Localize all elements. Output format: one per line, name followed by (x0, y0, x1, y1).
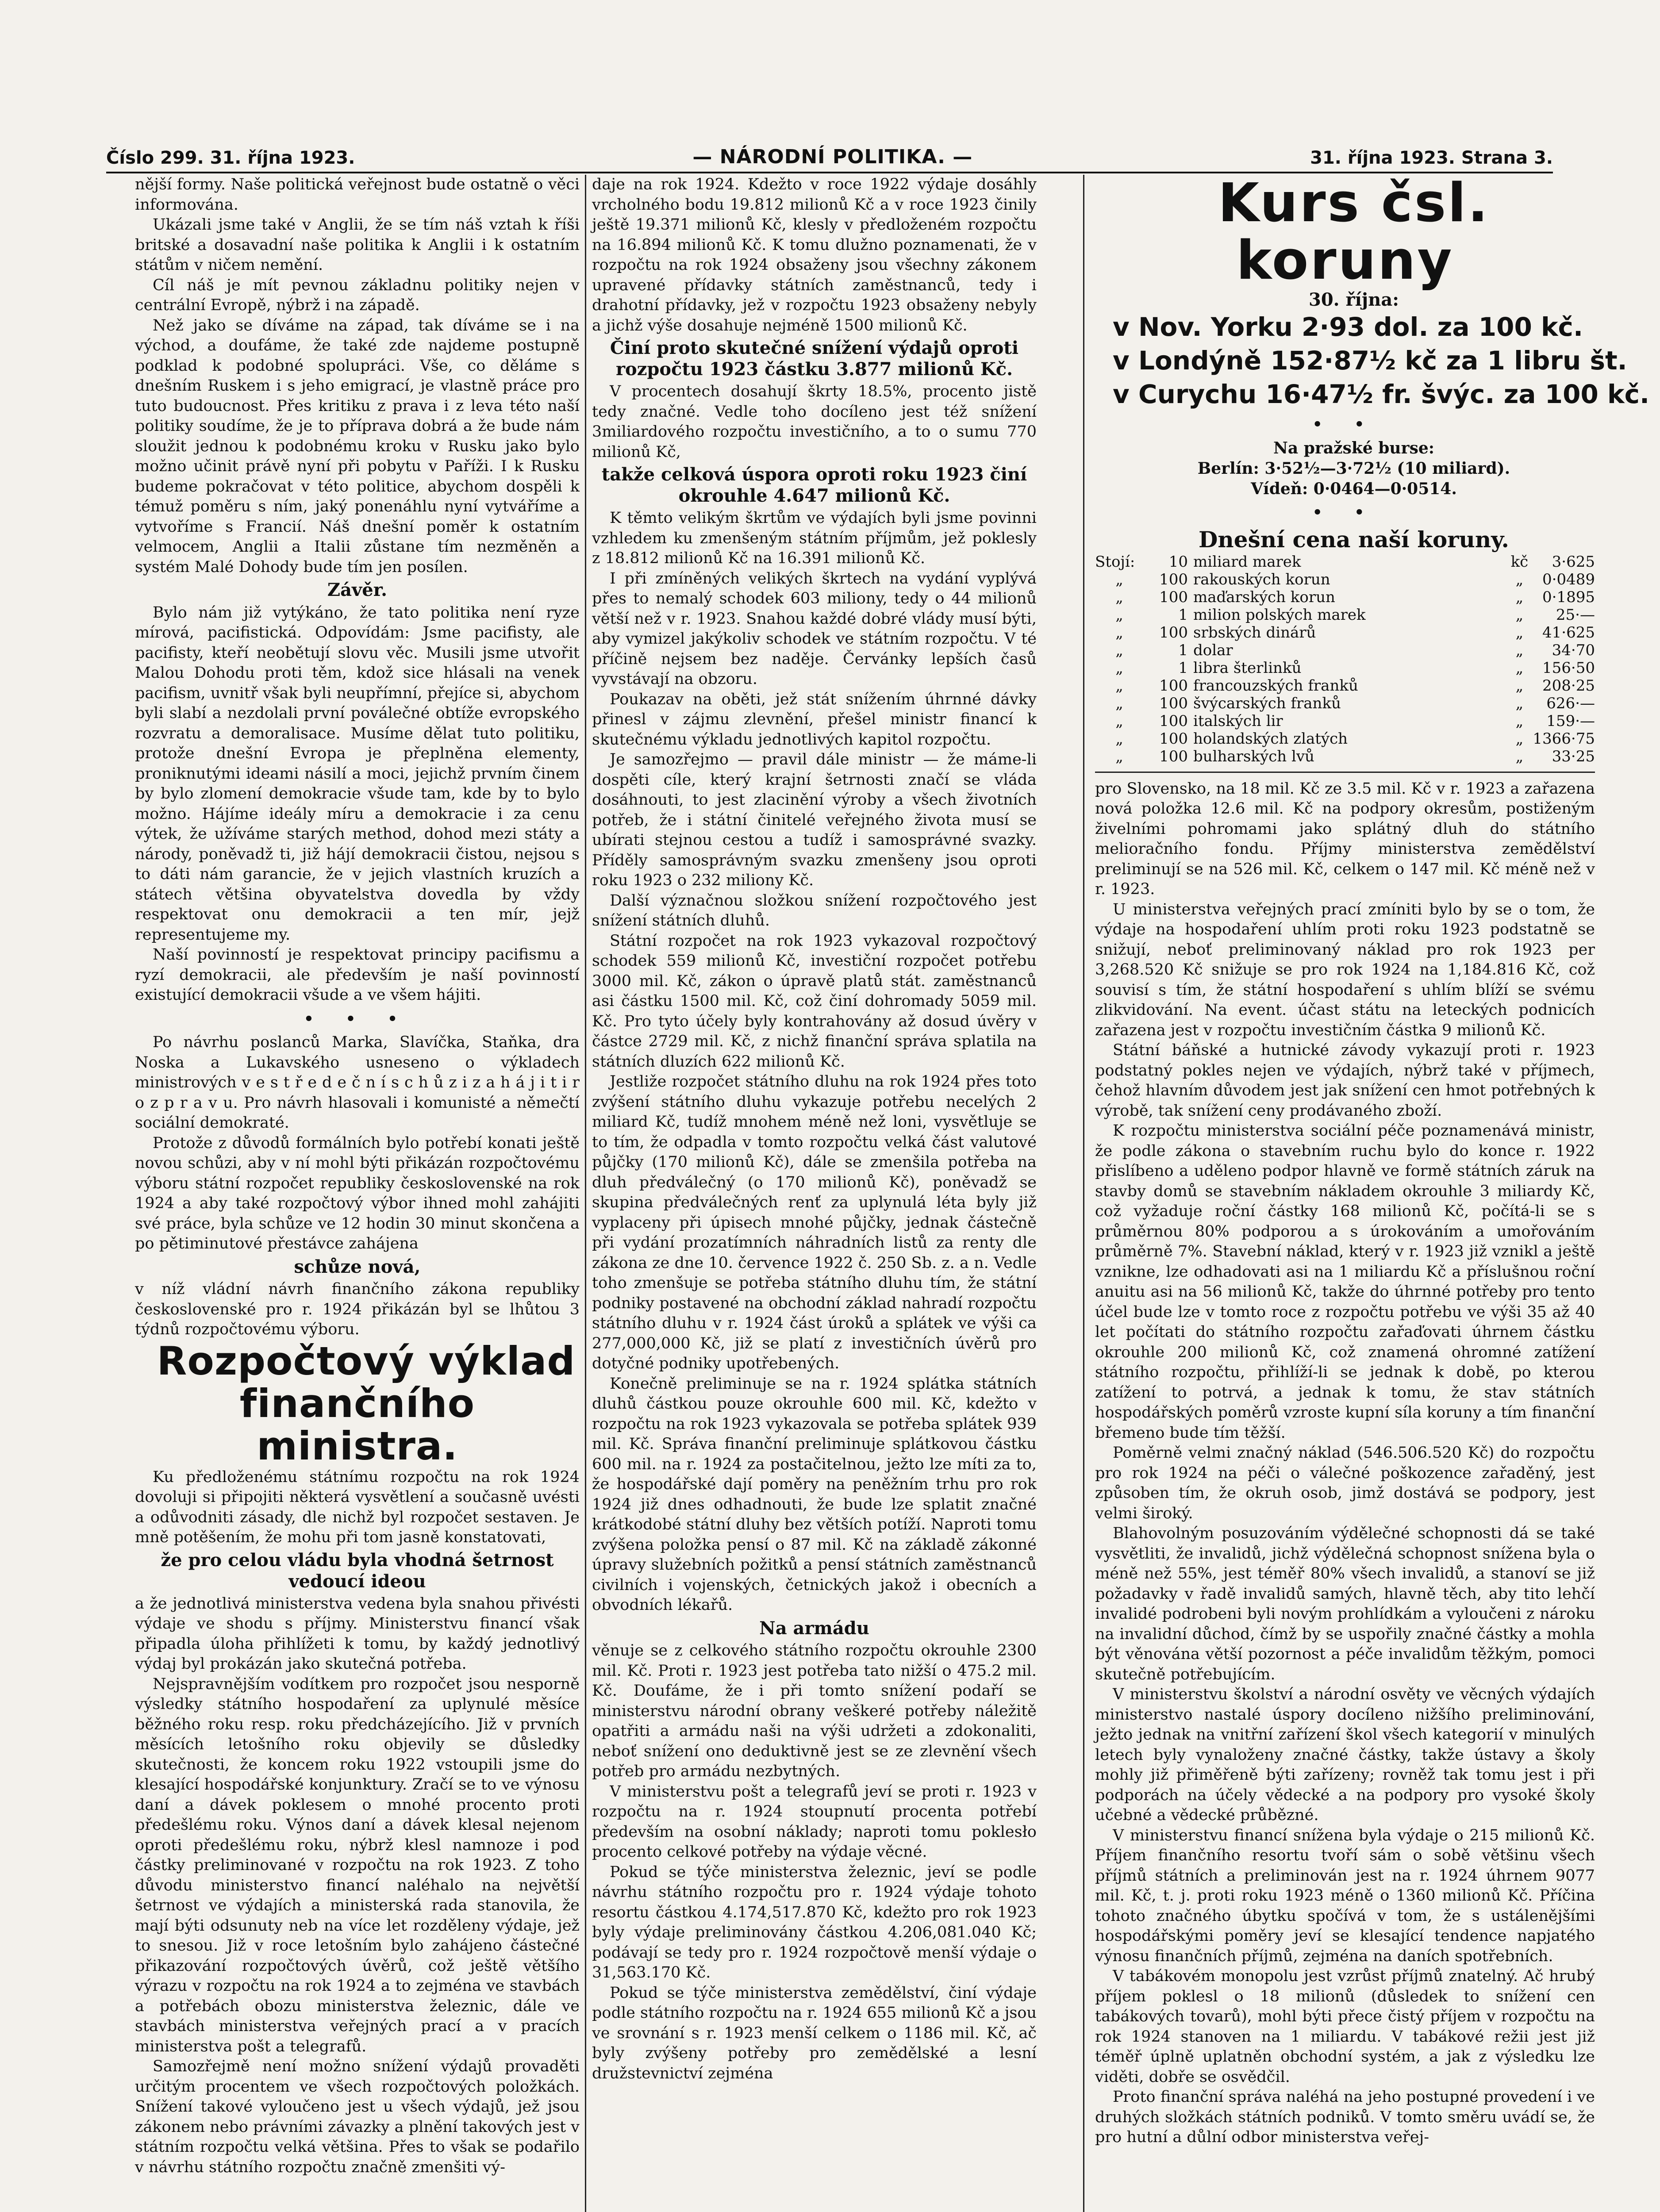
separator-dots: • • (1312, 415, 1378, 434)
currency-quantity: 100 (1159, 730, 1188, 748)
currency-value: 159·— (1546, 712, 1595, 730)
paragraph: Protože z důvodů formálních bylo potřebí konati ještě novou schůzi, aby v ní mohl býti přikázán rozpočtovému výboru státní rozpočet republiky československé na rok 1924 a aby také rozpočtový výbor ihned mohl zahájiti své práce, byla schůze ve 12 hodin 30 minut skončena a po pětiminutové přestávce zahájena (135, 1134, 580, 1252)
currency-value: 33·25 (1552, 747, 1595, 765)
paragraph: V procentech dosahují škrty 18.5%, procento jistě tedy značné. Vedle toho docíleno jest též snížení 3miliardového rozpočtu investičního, a to o sumu 770 milionů Kč, (592, 383, 1037, 461)
paragraph: Poměrně velmi značný náklad (546.506.520 Kč) do rozpočtu pro rok 1924 na péči o válečné poškozence zařaděný, jest způsoben tím, že okruh osob, jimž dostává se podpory, jest velmi široký. (1095, 1444, 1595, 1522)
currency-row-prefix: Stojí: (1095, 553, 1135, 571)
currency-quantity: 100 (1159, 588, 1188, 606)
paragraph: K rozpočtu ministerstva sociální péče poznamenává ministr, že podle zákona o stavebním ruchu bylo do konce r. 1922 přislíbeno a uděleno podpor hlavně ve formě státních záruk na stavby domů se stavebním nákladem okrouhle 3 miliardy Kč, což vyžaduje roční částky 168 milionů Kč, počítá-li se s průměrnou 80% podporou a s úrokováním a umořováním průměrně 7%. Stavební náklad, který v r. 1923 již vznikl a ještě vznikne, lze odhadovati asi na 1 miliardu Kč a příslušnou roční anuitu asi na 56 milionů Kč, takže do úhrnné potřeby pro tento účel bude lze v tomto roce z rozpočtu potřebu ve výši 35 až 40 let počítati do státního rozpočtu zařaďovati úhrnem částku okrouhle 200 milionů Kč, což znamená ohromné zatížení státního rozpočtu, přihlíží-li se jednak k době, po kterou zatížení to potrvá, a jednak k tomu, že stav státních hospodářských poměrů vzroste kupní síla koruny a tím finanční břemeno bude tím těžší. (1095, 1122, 1595, 1442)
column-divider (1083, 175, 1084, 2212)
column-1 (135, 175, 580, 2212)
burse-vienna: Vídeň: 0·0464—0·0514. (1251, 480, 1457, 498)
currency-unit: „ (1515, 659, 1524, 677)
paragraph: Pokud se týče ministerstva železnic, jeví se podle návrhu státního rozpočtu pro r. 1924 výdaje tohoto resortu částkou 4.174,517.870 Kč, kdežto pro rok 1923 byly výdaje preliminovány částkou 4.206,081.040 Kč; podávají se tedy pro r. 1924 rozpočtově menší výdaje o 31,563.170 Kč. (592, 1863, 1037, 1982)
section-heading: Činí proto skutečné snížení výdajů oproti rozpočtu 1923 částku 3.877 milionů Kč. (610, 338, 1019, 380)
paragraph: Samozřejmě není možno snížení výdajů provaděti určitým procentem ve všech rozpočtových položkách. Snížení takové vyloučeno jest u všech výdajů, jež jsou zákonem nebo právními závazky a plnění takových jest v státním rozpočtu velká většina. Přes to však se podařilo v návrhu státního rozpočtu značně zmenšiti vý- (135, 2058, 580, 2176)
paragraph: Státní rozpočet na rok 1923 vykazoval rozpočtový schodek 559 milionů Kč, investiční rozpočet potřebu 3000 mil. Kč, zákon o úpravě platů stát. zaměstnanců asi částku 1500 mil. Kč, což činí dohromady 5059 mil. Kč. Pro tyto účely byly kontrahovány až dosud úvěry v částce 2729 mil. Kč, z nichž finanční správa splatila na státních dluzích 622 milionů Kč. (592, 932, 1037, 1071)
burse-berlin: Berlín: 3·52½—3·72½ (10 miliard). (1197, 459, 1510, 478)
currency-row-prefix: „ (1115, 730, 1123, 748)
currency-unit: „ (1515, 747, 1524, 765)
paragraph: Jestliže rozpočet státního dluhu na rok 1924 přes toto zvýšení státního dluhu vykazuje potřebu necelých 2 miliard Kč, tudíž mnohem méně než loni, vysvětluje se to tím, že odpadla v tomto rozpočtu velká část valutové půjčky (170 milionů Kč), dále se zmenšila potřeba na dluh předválečný (o 170 milionů Kč), poněvadž se skupina předválečných renť za uplynulá léta byly již vyplaceny při úpisech mnohé půjčky, jednak částečně při vydání prozatímních náhradních listů za renty dle zákona ze dne 10. července 1922 č. 250 Sb. z. a n. Vedle toho zmenšuje se potřeba státního dluhu tím, že státní podniky postavené na obchodní základ nahradí rozpočtu státního dluhu v r. 1924 část úroků a splátek ve výši ca 277,000,000 Kč, již se platí z investičních úvěrů pro dotyčné podniky upotřebených. (592, 1073, 1037, 1372)
paragraph: Pokud se týče ministerstva zemědělství, činí výdaje podle státního rozpočtu na r. 1924 655 milionů Kč a jsou ve srovnání s r. 1923 menší celkem o 1186 mil. Kč, ač byly zvýšeny potřeby pro zemědělské a lesní družstevnictví zejména (592, 1984, 1037, 2082)
currency-name: italských lir (1193, 712, 1283, 730)
rate-new-york: v Nov. Yorku 2·93 dol. za 100 kč. (1113, 311, 1583, 342)
paragraph: V ministerstvu pošt a telegrafů jeví se proti r. 1923 v rozpočtu na r. 1924 stoupnutí procenta potřebí především na osobní náklady; naproti tomu poklesło procento celkové potřeby na výdaje věcné. (592, 1782, 1037, 1861)
rate-zurich: v Curychu 16·47½ fr. švýc. za 100 kč. (1113, 379, 1649, 409)
currency-quantity: 100 (1159, 747, 1188, 765)
exchange-rate-title: Kurs čsl. koruny (1218, 173, 1490, 292)
currency-name: libra šterlinků (1193, 659, 1302, 677)
currency-row-prefix: „ (1115, 606, 1123, 624)
paragraph: Po návrhu poslanců Marka, Slavíčka, Staňka, dra Noska a Lukavského usneseno o výkladech ministrových v e s t ř e d e č n í s c h ů z i z a h á j i t i r o z p r a v u. Pro návrh hlasovali i komunisté a němečtí sociální demokraté. (135, 1033, 580, 1132)
currency-name: maďarských korun (1193, 588, 1335, 606)
currency-value: 41·625 (1542, 623, 1595, 641)
currency-name: dolar (1193, 641, 1233, 659)
currency-quantity: 100 (1159, 623, 1188, 641)
currency-row-prefix: „ (1115, 712, 1123, 730)
column-3 (1095, 173, 1649, 2212)
currency-unit: „ (1515, 623, 1524, 641)
currency-value: 34·70 (1552, 641, 1595, 659)
currency-value: 1366·75 (1533, 730, 1595, 748)
currency-row-prefix: „ (1115, 747, 1123, 765)
section-heading: Závěr. (327, 580, 388, 600)
currency-row-prefix: „ (1115, 676, 1123, 695)
paragraph: Blahovolným posuzováním výdělečné schopnosti dá se také vysvětliti, že invalidů, jichž výdělečná schopnost snížena byla o méně než 55%, jest téměř 80% všech invalidů, a stanoví se již požadavky v řadě invalidů samých, hlavně těch, aby tito lehčí invalidé podrobeni byli novým prohlídkám a vyloučeni z nároku na invalidní důchod, čímž by se uspořily značné částky a mohla být věnována větší pozornost a péče invalidům těžkým, pomoci skutečně potřebujícím. (1095, 1525, 1595, 1683)
currency-row-prefix: „ (1115, 641, 1123, 659)
section-heading: že pro celou vládu byla vhodná šetrnost vedoucí ideou (161, 1549, 554, 1592)
currency-row (1095, 571, 1595, 588)
currency-row (1095, 588, 1595, 606)
paragraph: Další význačnou složkou snížení rozpočtového jest snížení státních dluhů. (592, 891, 1037, 929)
currency-row (1095, 730, 1595, 748)
paragraph: Je samozřejmo — pravil dále ministr — že máme-li dospěti cíle, který krajní šetrnosti značí se vláda dosáhnouti, to jest zlacinění výroby a všech životních potřeb, že i státní činitelé veřejného života musí se ubírati stejnou cestou a tudíž i samosprávné svazky. Příděly samosprávným svazku zmenšeny jsou oproti roku 1923 o 232 miliony Kč. (592, 751, 1037, 889)
separator-dots: • • (1312, 503, 1378, 522)
currency-value: 208·25 (1542, 676, 1595, 695)
currency-name: bulharských lvů (1193, 747, 1314, 765)
currency-row (1095, 695, 1595, 712)
section-heading: Na armádu (759, 1617, 869, 1639)
paragraph: Konečně preliminuje se na r. 1924 splátka státních dluhů částkou pouze okrouhle 600 mil. Kč, kdežto v rozpočtu na rok 1923 vykazovala se potřeba splátek 939 mil. Kč. Správa finanční preliminuje splátkovou částku 600 mil. na r. 1924 za postačitelnou, ježto lze míti za to, že hospodářské dají poměry na peněžním trhu pro rok 1924 již dnes odhadnouti, že bude lze splatit značné krátkodobé státní dluhy bez větších potíží. Naproti tomu zvýšena položka pensí o 87 mil. Kč na základě zákonné úpravy služebních požitků a pensí státních zaměstnanců civilních i vojenských, četnických jakož i obecních a obvodních lékařů. (592, 1375, 1037, 1614)
currency-value: 3·625 (1552, 553, 1595, 571)
paragraph: U ministerstva veřejných prací zmíniti bylo by se o tom, že výdaje na hospodaření uhlím proti roku 1923 podstatně se snižují, neboť preliminovaný náklad pro rok 1923 per 3,268.520 Kč snižuje se pro rok 1924 na 1,184.816 Kč, což souvisí s tím, že státní hospodaření s uhlím blíží se svému zlikvidování. Na event. účast státu na leteckých podnicích zařazena jest v rozpočtu investičním částka 9 milionů Kč. (1095, 900, 1595, 1039)
article-title: Rozpočtový výklad finančního ministra. (157, 1338, 576, 1469)
paragraph: V ministerstvu financí snížena byla výdaje o 215 milionů Kč. Příjem finančního resortu tvoří sám o sobě většinu všech příjmů státních a preliminován jest na r. 1924 úhrnem 9077 mil. Kč, t. j. proti roku 1923 méně o 1360 milionů Kč. Příčina tohoto značného úbytku spočívá v tom, že s ustálenějšími hospodářskými poměry jeví se klesající tendence napjatého výnosu finančních příjmů, zejména na daních spotřebních. (1095, 1826, 1595, 1965)
currency-table (1095, 553, 1595, 765)
burse-title: Na pražské burse: (1273, 439, 1435, 457)
currency-quantity: 1 (1178, 606, 1188, 624)
paragraph: V tabákovém monopolu jest vzrůst příjmů znatelný. Ač hrubý příjem poklesl o 18 milionů (důsledek to snížení cen tabákových tovarů), mohl býti přece čistý příjem v rozpočtu na rok 1924 stanoven na 1 miliardu. V tabákové režii jest již téměř úplně uplatněn obchodní systém, a jak z výsledku lze viděti, dobře se osvědčil. (1095, 1967, 1595, 2086)
currency-name: milion polských marek (1193, 606, 1366, 624)
paragraph: Cíl náš je mít pevnou základnu politiky nejen v centrální Evropě, nýbrž i na západě. (135, 276, 580, 314)
masthead-title: — NÁRODNÍ POLITIKA. — (692, 146, 973, 168)
paragraph: V ministerstvu školství a národní osvěty ve věcných výdajích ministerstvo nastalé úspory docíleno nižšího preliminování, ježto jednak na vnitřní zařízení škol všech kategorií v minulých letech byly vynaloženy značné částky, takže ústavy a školy mohly již přiměřeně býti zařízeny; rovněž tak tomu jest i při podporách na účely vědecké a na podpory pro vysoké školy učebné a vědecké průbězné. (1095, 1686, 1595, 1824)
currency-row (1095, 659, 1595, 677)
paragraph: a že jednotlivá ministerstva vedena byla snahou přivésti výdaje ve shodu s příjmy. Ministerstvu financí však připadla úloha přihlížeti k tomu, by každý jednotlivý výdaj byl prokázán jako skutečná potřeba. (135, 1594, 580, 1673)
paragraph: Naší povinností je respektovat principy pacifismu a ryzí demokracii, ale především je naší povinností existující demokracii všude a ve všem hájiti. (135, 946, 580, 1004)
currency-name: švýcarských franků (1193, 694, 1341, 712)
paragraph: Nejspravnějším vodítkem pro rozpočet jsou nesporně výsledky státního hospodaření za uplynulé měsíce běžného roku resp. roku předcházejícího. Již v prvních měsících letošního roku objevily se důsledky skutečnosti, že koncem roku 1922 vstoupili jsme do klesající hospodářské konjunktury. Zračí se to ve výnosu daní a dávek poklesem o mnohé procento proti předešlému roku. Výnos daní a dávek klesal nejenom oproti předešlému roku, nýbrž klesl namnoze i pod částky preliminované v rozpočtu na rok 1923. Z toho důvodu ministerstvo financí naléhalo na největší šetrnost ve výdajích a ministerská rada stanovila, že mají býti odsunuty neb na více let rozděleny výdaje, jež to snesou. Již v roce letošním bylo zahájeno částečné přikazování rozpočtových úvěrů, což ještě většího výrazu v rozpočtu na rok 1924 a to zejména ve stavbách a potřebách obozu ministerstva železnic, dále ve stavbách ministerstva veřejných prací a v pracích ministerstva pošt a telegrafů. (135, 1675, 580, 2055)
currency-value: 156·50 (1542, 659, 1595, 677)
column-2 (592, 175, 1037, 2212)
currency-quantity: 100 (1159, 676, 1188, 695)
currency-name: miliard marek (1193, 553, 1301, 571)
currency-row (1095, 624, 1595, 641)
currency-quantity: 100 (1159, 712, 1188, 730)
currency-unit: „ (1515, 712, 1524, 730)
paragraph: Státní báňské a hutnické závody vykazují proti r. 1923 podstatný pokles nejen ve výdajích, nýbrž také v příjmech, čehož hlavním důvodem jest jak snížení cen hmot potřebných k výrobě, tak snížení ceny prodávaného zboží. (1095, 1041, 1595, 1120)
paragraph: v níž vládní návrh finančního zákona republiky československé pro r. 1924 přikázán byl se lhůtou 3 týdnů rozpočtovému výboru. (135, 1280, 580, 1338)
currency-unit: „ (1515, 641, 1524, 659)
paragraph: nější formy. Naše politická veřejnost bude ostatně o věci informována. (135, 176, 580, 214)
currency-row (1095, 677, 1595, 695)
currency-value: 0·0489 (1542, 570, 1595, 588)
paragraph: K těmto velikým škrtům ve výdajích byli jsme povinni vzhledem ku zmenšeným státním příjmům, jež poklesly z 18.812 milionů Kč na 16.391 milionů Kč. (592, 509, 1037, 567)
column-divider (585, 175, 586, 2212)
currency-quantity: 1 (1178, 659, 1188, 677)
currency-name: srbských dinárů (1193, 623, 1316, 641)
currency-quantity: 1 (1178, 641, 1188, 659)
rate-london: v Londýně 152·87½ kč za 1 libru št. (1113, 345, 1627, 376)
currency-unit: „ (1515, 730, 1524, 748)
paragraph: Poukazav na oběti, jež stát snížením úhrnné dávky přinesl v zájmu zlevnění, přešel ministr financí k skutečnému výkladu jednotlivých kapitol rozpočtu. (592, 690, 1037, 749)
page-header (106, 128, 1553, 173)
exchange-rate-date: 30. října: (1308, 289, 1399, 310)
currency-row-prefix: „ (1115, 659, 1123, 677)
separator-dots: • • • (304, 1010, 411, 1028)
divider (1095, 772, 1595, 773)
currency-unit: „ (1515, 606, 1524, 624)
paragraph: Ukázali jsme také v Anglii, že se tím náš vztah k říši britské a dosavadní naše politika k Anglii i k ostatním státům v ničem nemění. (135, 216, 580, 274)
currency-value: 626·— (1546, 694, 1595, 712)
paragraph: Než jako se díváme na západ, tak díváme se i na východ, a doufáme, že také zde najdeme postupně podklad k podobné spolupráci. Vše, co děláme s dnešním Ruskem i s jeho emigrací, je vlastně práce pro tuto budoucnost. Přes kritiku z prava i z leva této naší politiky soudíme, že je to příprava dobrá a že bude nám sloužit jednou k podobnému kroku v Rusku jako bylo možno učinit právě nyní při pobytu v Paříži. I k Rusku budeme pokračovat v této politice, abychom dospěli k témuž poměru s ním, jaký ponenáhlu nyní vytváříme a vytvoříme s Francií. Náš dnešní poměr k ostatním velmocem, Anglii a Italii zůstane tím nezměněn a systém Malé Dohody bude tím jen posílen. (135, 316, 580, 576)
paragraph: Bylo nám již vytýkáno, že tato politika není ryze mírová, pacifistická. Odpovídám: Jsme pacifisty, ale pacifisty, kteří neobětují slovu věc. Musili jsme utvořit Malou Dohodu proti těm, kdož sice hlásali na venek pacifism, uvnitř však byli neupřímní, přejíce si, abychom byli slabí a nezdolali první poválečné obtíže evropského rozvratu a demoralisace. Musíme dělat tuto politiku, protože dnešní Evropa je přeplněna elementy, proniknutými ideami násilí a moci, jejichž prvním činem by bylo zlomení demokracie všude tam, kde by to bylo možno. Hájíme ideály míru a demokracie i za cenu výtek, že užíváme starých method, dohod mezi státy a národy, poněvadž ti, již hájí demokracii čistou, nejsou s to dáti nám garancie, že v jejich vlastních kruzích a státech většina obyvatelstva dovedla by vždy respektovat onu demokracii a ten mír, jejž representujeme my. (135, 603, 580, 944)
paragraph: Proto finanční správa naléhá na jeho postupné provedení i ve druhých složkách státních podniků. V tomto směru uvádí se, že pro hutní a důlní odbor ministerstva veřej- (1095, 2088, 1595, 2146)
currency-quantity: 10 (1168, 553, 1188, 571)
currency-unit: kč (1510, 553, 1529, 571)
paragraph: Ku předloženému státnímu rozpočtu na rok 1924 dovoluji si připojiti některá vysvětlení a současně uvésti a odůvodniti zásady, dle nichž byl rozpočet sestaven. Je mně potěšením, že mohu při tom jasně konstatovati, (135, 1468, 580, 1546)
currency-name: holandských zlatých (1193, 730, 1348, 748)
currency-quantity: 100 (1159, 694, 1188, 712)
currency-row-prefix: „ (1115, 694, 1123, 712)
paragraph: věnuje se z celkového státního rozpočtu okrouhle 2300 mil. Kč. Proti r. 1923 jest potřeba tato nižší o 475.2 mil. Kč. Doufáme, že i při tomto snížení podaří se ministerstvu národní obrany veškeré potřeby náležitě opatřiti a armádu naši na výši udržeti a zdokonaliti, neboť snížení ono deduktivně jest se ze zlevnění všech potřeb pro armádu nezbytných. (592, 1642, 1037, 1780)
currency-row-prefix: „ (1115, 623, 1123, 641)
currency-name: rakouských korun (1193, 570, 1330, 588)
currency-unit: „ (1515, 694, 1524, 712)
currency-row-prefix: „ (1115, 570, 1123, 588)
header-issue-date: Číslo 299. 31. října 1923. (106, 148, 355, 168)
currency-unit: „ (1515, 570, 1524, 588)
currency-row (1095, 712, 1595, 730)
currency-row (1095, 748, 1595, 765)
paragraph: I při zmíněných velikých škrtech na vydání vyplývá přes to nemalý schodek 603 miliony, tedy o 44 milionů větší než v r. 1923. Snahou každé dobré vlády musí býti, aby vymizel jakýkoliv schodek ve státním rozpočtu. V té příčině nejsem bez naděje. Červánky lepších časů vyvstávají na obzoru. (592, 569, 1037, 688)
currency-row-prefix: „ (1115, 588, 1123, 606)
paragraph: daje na rok 1924. Kdežto v roce 1922 výdaje dosáhly vrcholného bodu 19.812 milionů Kč a v roce 1923 činily ještě 19.371 milionů Kč, klesly v předloženém rozpočtu na 16.894 milionů Kč. K tomu dlužno poznamenati, že v rozpočtu na rok 1924 obsaženy jsou všechny zákonem upravené přídavky státních zaměstnanců, tedy i drahotní přídavky, jež v rozpočtu 1923 obsaženy nebyly a jichž výše dosahuje nejméně 1500 milionů Kč. (592, 176, 1037, 334)
currency-value: 0·1895 (1542, 588, 1595, 606)
currency-quantity: 100 (1159, 570, 1188, 588)
section-heading: takže celková úspora oproti roku 1923 činí okrouhle 4.647 milionů Kč. (601, 464, 1027, 506)
currency-table-title: Dnešní cena naší koruny. (1199, 526, 1509, 553)
currency-name: francouzských franků (1193, 676, 1358, 695)
currency-row (1095, 606, 1595, 624)
currency-unit: „ (1515, 588, 1524, 606)
currency-row (1095, 641, 1595, 659)
currency-value: 25·— (1556, 606, 1595, 624)
currency-row (1095, 553, 1595, 571)
paragraph: pro Slovensko, na 18 mil. Kč ze 3.5 mil. Kč v r. 1923 a zařazena nová položka 12.6 mil. Kč na podpory okresům, postiženým živelními pohromami jako splátný dluh do státního melioračního fondu. Příjmy ministerstva zemědělství preliminují se na 526 mil. Kč, celkem o 147 mil. Kč méně než v r. 1923. (1095, 780, 1595, 898)
currency-unit: „ (1515, 676, 1524, 695)
section-heading: schůze nová, (294, 1256, 421, 1277)
header-page-number: 31. října 1923. Strana 3. (1310, 148, 1553, 168)
